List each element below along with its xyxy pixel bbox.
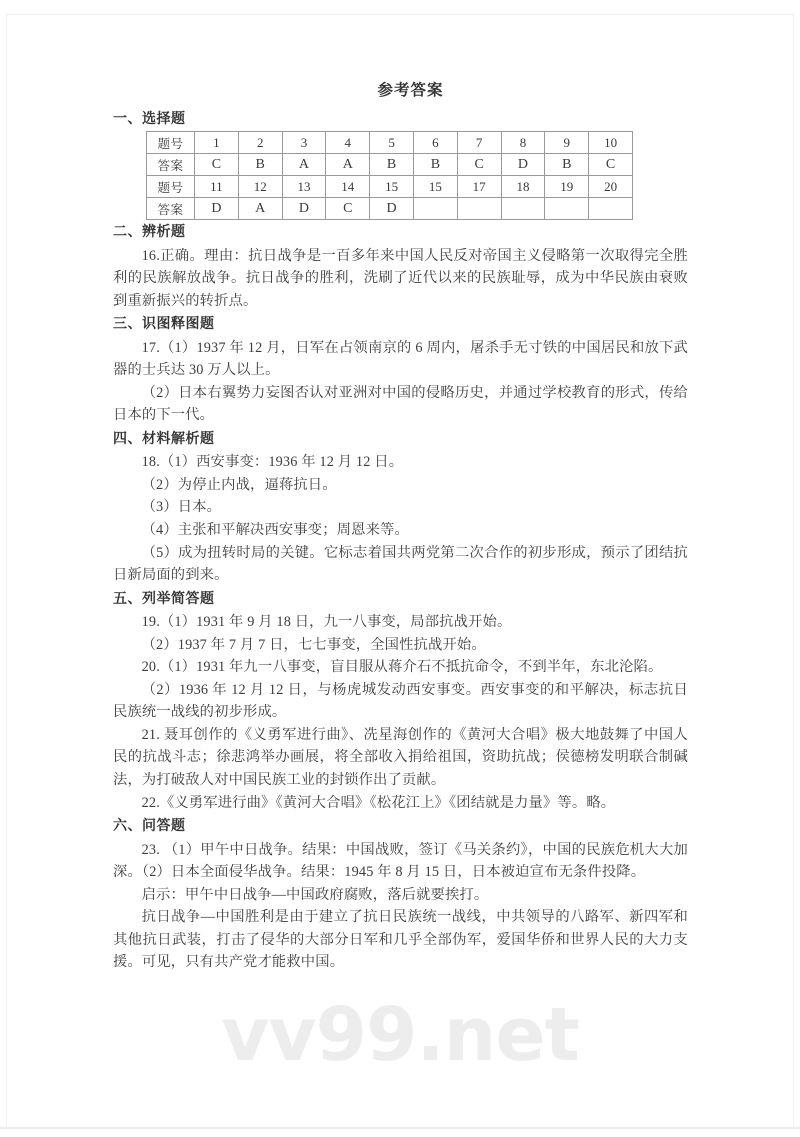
table-cell: A <box>238 198 282 220</box>
row-label: 题号 <box>147 132 195 154</box>
table-cell <box>457 198 501 220</box>
table-cell: A <box>326 154 370 176</box>
table-cell: 1 <box>195 132 239 154</box>
table-cell: C <box>457 154 501 176</box>
table-row <box>147 154 633 176</box>
paragraph: （3）日本。 <box>141 499 222 516</box>
paragraph: 20.（1）1931 年九一八事变，盲目服从蒋介石不抵抗命令，不到半年，东北沦陷。 <box>141 659 663 676</box>
answer-table-wrapper <box>146 131 688 220</box>
page-title: 参考答案 <box>377 81 444 99</box>
table-cell: 3 <box>282 132 326 154</box>
table-cell: B <box>370 154 414 176</box>
table-cell: 15 <box>413 176 457 198</box>
table-row <box>147 132 633 154</box>
table-cell: 8 <box>501 132 545 154</box>
table-cell <box>413 198 457 220</box>
row-label: 题号 <box>147 176 195 198</box>
table-row <box>147 198 633 220</box>
paragraph: （5）成为扭转时局的关键。它标志着国共两党第二次合作的初步形成，预示了团结抗日新局面的到来。 <box>113 544 688 584</box>
table-cell: 19 <box>545 176 589 198</box>
table-cell: 20 <box>589 176 633 198</box>
table-cell: 9 <box>545 132 589 154</box>
table-cell: C <box>589 154 633 176</box>
paragraph: 抗日战争—中国胜利是由于建立了抗日民族统一战线，中共领导的八路军、新四军和其他抗日武装，打击了侵华的大部分日军和几乎全部伪军，爱国华侨和世界人民的大力支援。可见，只有共产党才能救中国。 <box>113 909 688 971</box>
table-cell: 18 <box>501 176 545 198</box>
section-heading-6: 六、问答题 <box>113 818 186 835</box>
row-label: 答案 <box>147 154 195 176</box>
section-heading-5: 五、列举简答题 <box>113 590 215 607</box>
table-cell: D <box>282 198 326 220</box>
table-cell: B <box>545 154 589 176</box>
section-heading-1: 一、选择题 <box>113 111 186 127</box>
paragraph: 22.《义勇军进行曲》《黄河大合唱》《松花江上》《团结就是力量》等。略。 <box>141 794 616 811</box>
table-cell: D <box>195 198 239 220</box>
paragraph: （2）1937 年 7 月 7 日，七七事变，全国性抗战开始。 <box>141 636 486 653</box>
table-cell: B <box>238 154 282 176</box>
table-cell <box>501 198 545 220</box>
row-label: 答案 <box>147 198 195 220</box>
table-cell: D <box>501 154 545 176</box>
paragraph: （4）主张和平解决西安事变；周恩来等。 <box>141 521 409 538</box>
answer-table <box>146 131 633 220</box>
paragraph: 启示：甲午中日战争—中国政府腐败，落后就要挨打。 <box>141 886 489 903</box>
paragraph: （2）为停止内战，逼蒋抗日。 <box>141 476 337 493</box>
table-cell: 17 <box>457 176 501 198</box>
table-cell: 6 <box>413 132 457 154</box>
paragraph: 23. （1）甲午中日战争。结果：中国战败，签订《马关条约》，中国的民族危机大大加深。（2）日本全面侵华战争。结果：1945 年 8 月 15 日，日本被迫宣布无条件投降。 <box>113 841 688 881</box>
paragraph: （2）日本右翼势力妄图否认对亚洲对中国的侵略历史，并通过学校教育的形式，传给日本的下一代。 <box>113 384 688 424</box>
page-bottom-edge <box>0 1127 800 1129</box>
table-cell <box>545 198 589 220</box>
table-cell: 4 <box>326 132 370 154</box>
section-heading-4: 四、材料解析题 <box>113 430 215 447</box>
section-heading-2: 二、辨析题 <box>113 224 186 241</box>
table-cell: A <box>282 154 326 176</box>
paragraph: 18.（1）西安事变：1936 年 12 月 12 日。 <box>141 454 404 471</box>
table-row <box>147 176 633 198</box>
table-cell: 11 <box>195 176 239 198</box>
paragraph: 21. 聂耳创作的《义勇军进行曲》、冼星海创作的《黄河大合唱》极大地鼓舞了中国人民的抗战斗志；徐悲鸿举办画展，将全部收入捐给祖国，资助抗战；侯德榜发明联合制碱法，为打破敌人对中国民族工业的封锁作出了贡献。 <box>113 726 688 789</box>
section-heading-3: 三、识图释图题 <box>113 316 215 333</box>
paragraph: 19.（1）1931 年 9 月 18 日，九一八事变，局部抗战开始。 <box>141 614 512 630</box>
table-cell: 2 <box>238 132 282 154</box>
table-cell: 15 <box>370 176 414 198</box>
table-cell: B <box>413 154 457 176</box>
table-cell: D <box>370 198 414 220</box>
table-cell: 14 <box>326 176 370 198</box>
table-cell: 7 <box>457 132 501 154</box>
paragraph: 16.正确。理由：抗日战争是一百多年来中国人民反对帝国主义侵略第一次取得完全胜利的民族解放战争。抗日战争的胜利，洗刷了近代以来的民族耻辱，成为中华民族由衰败到重新振兴的转折点。 <box>113 247 688 309</box>
table-cell: 12 <box>238 176 282 198</box>
table-cell <box>589 198 633 220</box>
table-cell: 10 <box>589 132 633 154</box>
site-watermark: vv99.net <box>221 992 579 1078</box>
table-cell: C <box>326 198 370 220</box>
table-cell: 13 <box>282 176 326 198</box>
paragraph: 17.（1）1937 年 12 月，日军在占领南京的 6 周内，屠杀手无寸铁的中国居民和放下武器的士兵达 30 万人以上。 <box>113 339 688 379</box>
table-cell: C <box>195 154 239 176</box>
document-content <box>113 78 688 974</box>
paragraph: （2）1936 年 12 月 12 日，与杨虎城发动西安事变。西安事变的和平解决，标志抗日民族统一战线的初步形成。 <box>113 681 688 721</box>
table-cell: 5 <box>370 132 414 154</box>
